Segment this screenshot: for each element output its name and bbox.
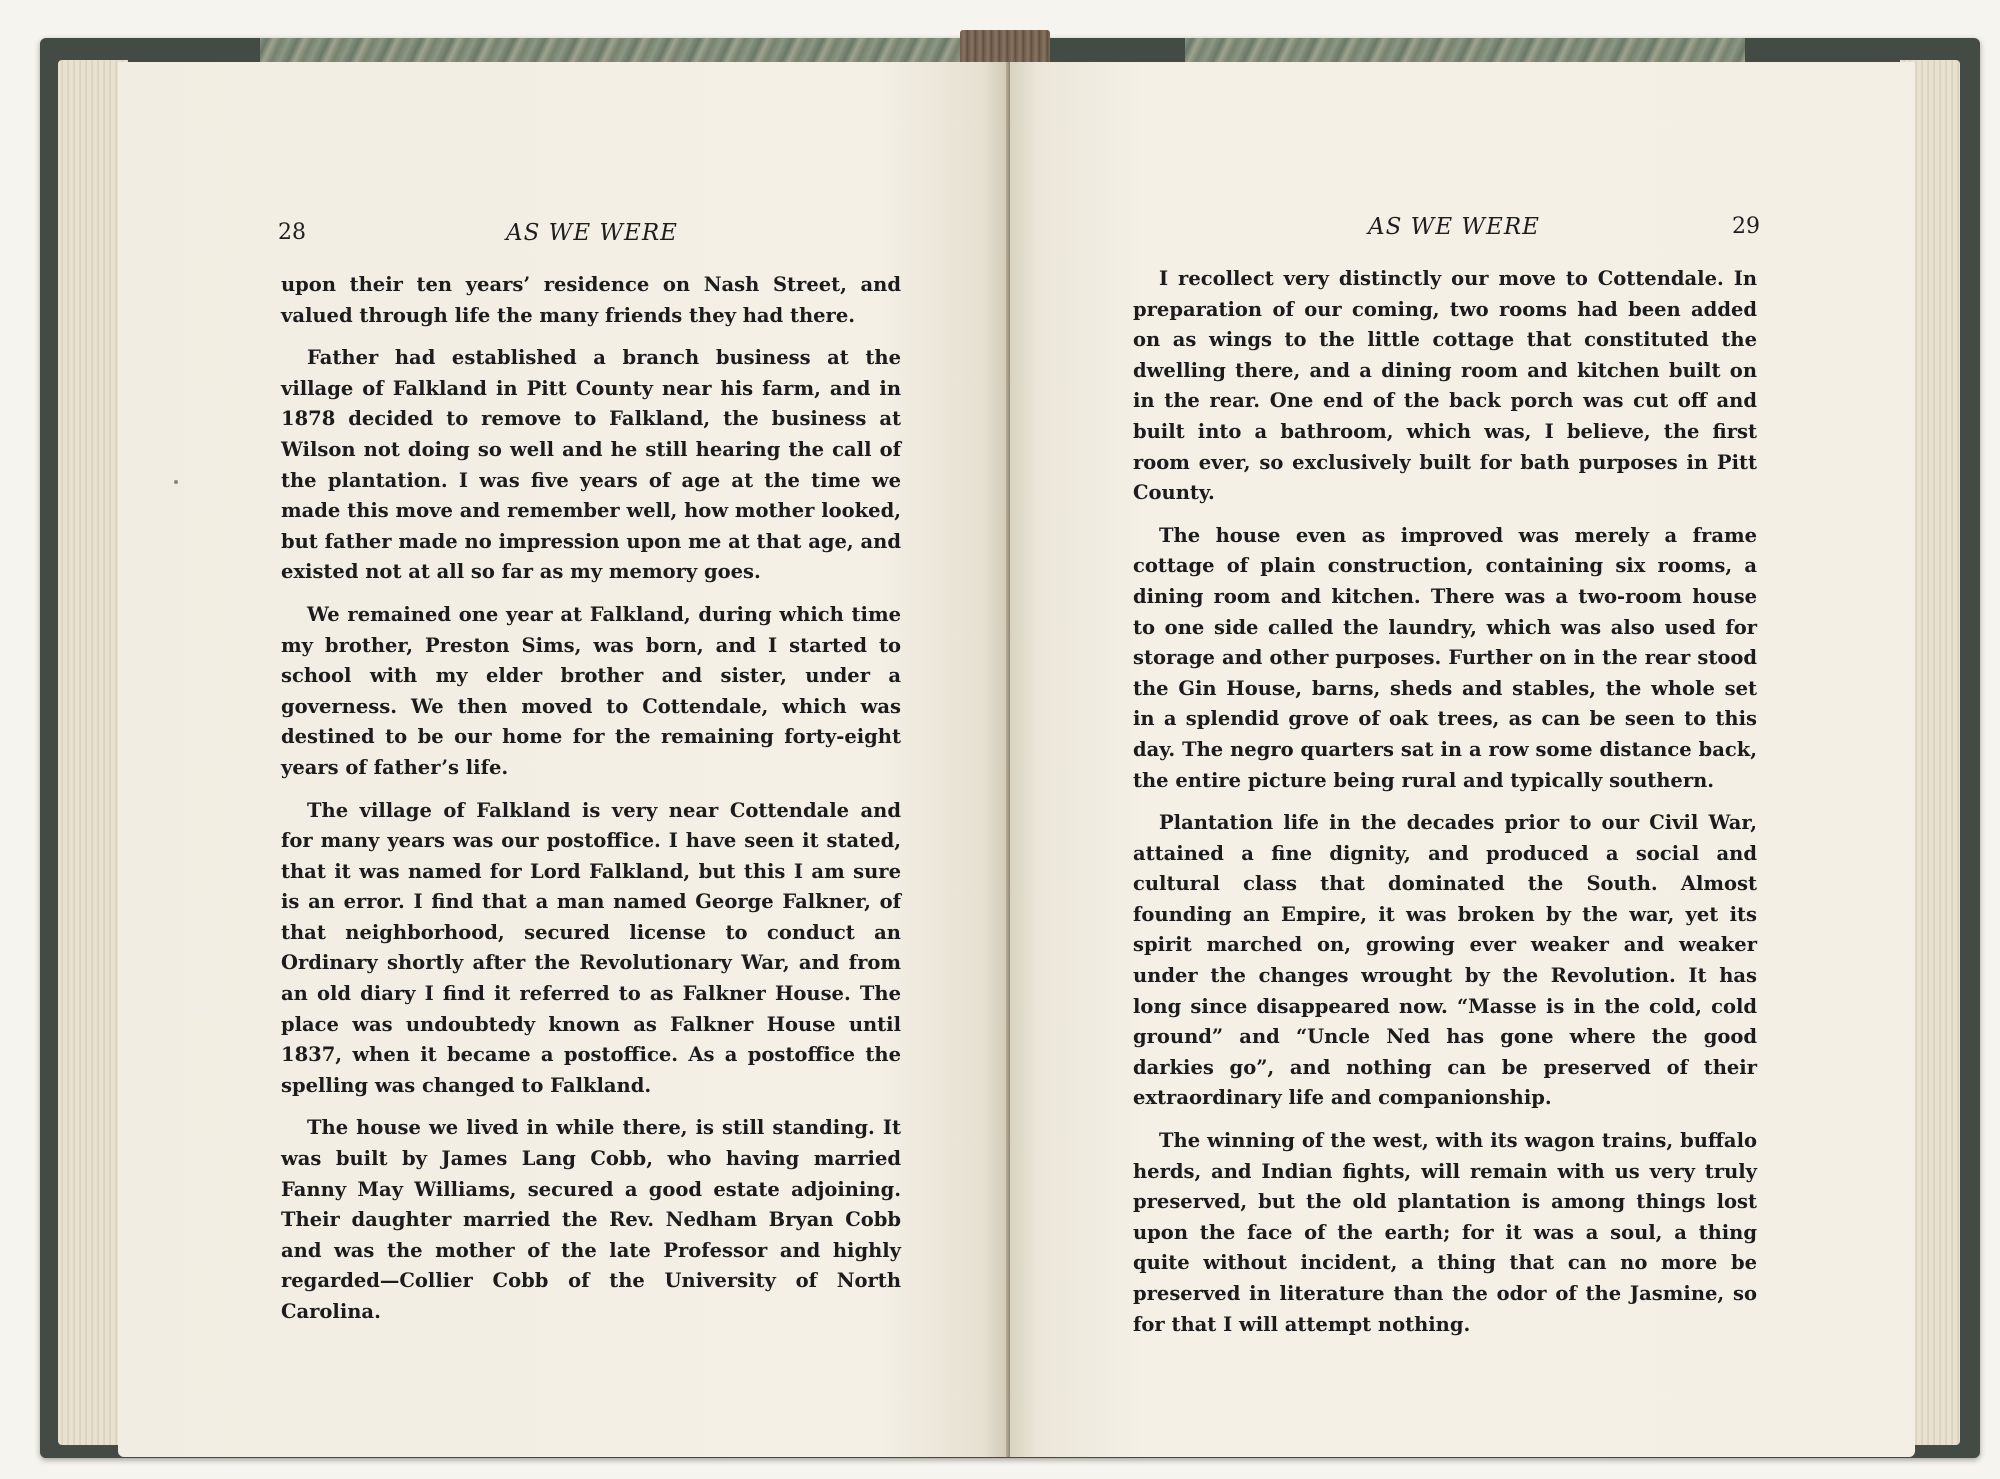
left-page-number: 28	[278, 220, 306, 245]
left-paragraph-3: We remained one year at Falkland, during which time my brother, Preston Sims, was born, and I started to school with my elder brother and sister, under a governess. We then moved to Cottendale, which was destined to be our home for the remaining forty-eight years of father’s life.	[281, 602, 901, 779]
right-paragraph-4: The winning of the west, with its wagon trains, buffalo herds, and Indian fights, will remain with us very truly preserved, but the old plantation is among things lost upon the face of the earth; for it was a soul, a thing quite without incident, a thing that can no more be preserved in literature than the odor of the Jasmine, so for that I will attempt nothing.	[1133, 1129, 1757, 1336]
left-text-column	[281, 270, 901, 1340]
right-paragraph-2: The house even as improved was merely a frame cottage of plain construction, containing six rooms, a dining room and kitchen. There was a two-room house to one side called the laundry, which was also used for storage and other purposes. Further on in the rear stood the Gin House, barns, sheds and stables, the whole set in a splendid grove of oak trees, as can be seen to this day. The negro quarters sat in a row some distance back, the entire picture being rural and typically southern.	[1133, 523, 1757, 792]
left-page	[118, 62, 1010, 1457]
right-page	[1010, 62, 1915, 1457]
left-paragraph-1: upon their ten years’ residence on Nash Street, and valued through life the many friends they had there.	[281, 273, 901, 327]
right-page-number: 29	[1732, 214, 1760, 239]
left-page-header	[278, 220, 878, 250]
right-paragraph-3: Plantation life in the decades prior to our Civil War, attained a fine dignity, and produced a social and cultural class that dominated the South. Almost founding an Empire, it was broken by the war, yet its spirit marched on, growing ever weaker and weaker under the changes wrought by the Revolution. It has long since disappeared now. “Masse is in the cold, cold ground” and “Uncle Ned has gone where the good darkies go”, and nothing can be preserved of their extraordinary life and companionship.	[1133, 811, 1757, 1110]
right-page-header	[1130, 214, 1770, 244]
right-text-column	[1133, 264, 1757, 1352]
paper-speck	[174, 480, 178, 484]
left-running-title: AS WE WERE	[506, 220, 678, 246]
right-running-title: AS WE WERE	[1368, 214, 1540, 240]
left-paragraph-4: The village of Falkland is very near Cottendale and for many years was our postoffice. I have seen it stated, that it was named for Lord Falkland, but this I am sure is an error. I find that a man named George Falkner, of that neighborhood, secured license to conduct an Ordinary shortly after the Revolutionary War, and from an old diary I find it referred to as Falkner House. The place was undoubtedy known as Falkner House until 1837, when it became a postoffice. As a postoffice the spelling was changed to Falkland.	[281, 798, 901, 1097]
left-paragraph-2: Father had established a branch business at the village of Falkland in Pitt County near his farm, and in 1878 decided to remove to Falkland, the business at Wilson not doing so well and he still hearing the call of the plantation. I was five years of age at the time we made this move and remember well, how mother looked, but father made no impression upon me at that age, and existed not at all so far as my memory goes.	[281, 346, 901, 584]
left-paragraph-5: The house we lived in while there, is still standing. It was built by James Lang Cobb, who having married Fanny May Williams, secured a good estate adjoining. Their daughter married the Rev. Nedham Bryan Cobb and was the mother of the late Professor and highly regarded—Collier Cobb of the University of North Carolina.	[281, 1116, 901, 1323]
right-paragraph-1: I recollect very distinctly our move to Cottendale. In preparation of our coming, two rooms had been added on as wings to the little cottage that constituted the dwelling there, and a dining room and kitchen built on in the rear. One end of the back porch was cut off and built into a bathroom, which was, I believe, the first room ever, so exclusively built for bath purposes in Pitt County.	[1133, 267, 1757, 505]
